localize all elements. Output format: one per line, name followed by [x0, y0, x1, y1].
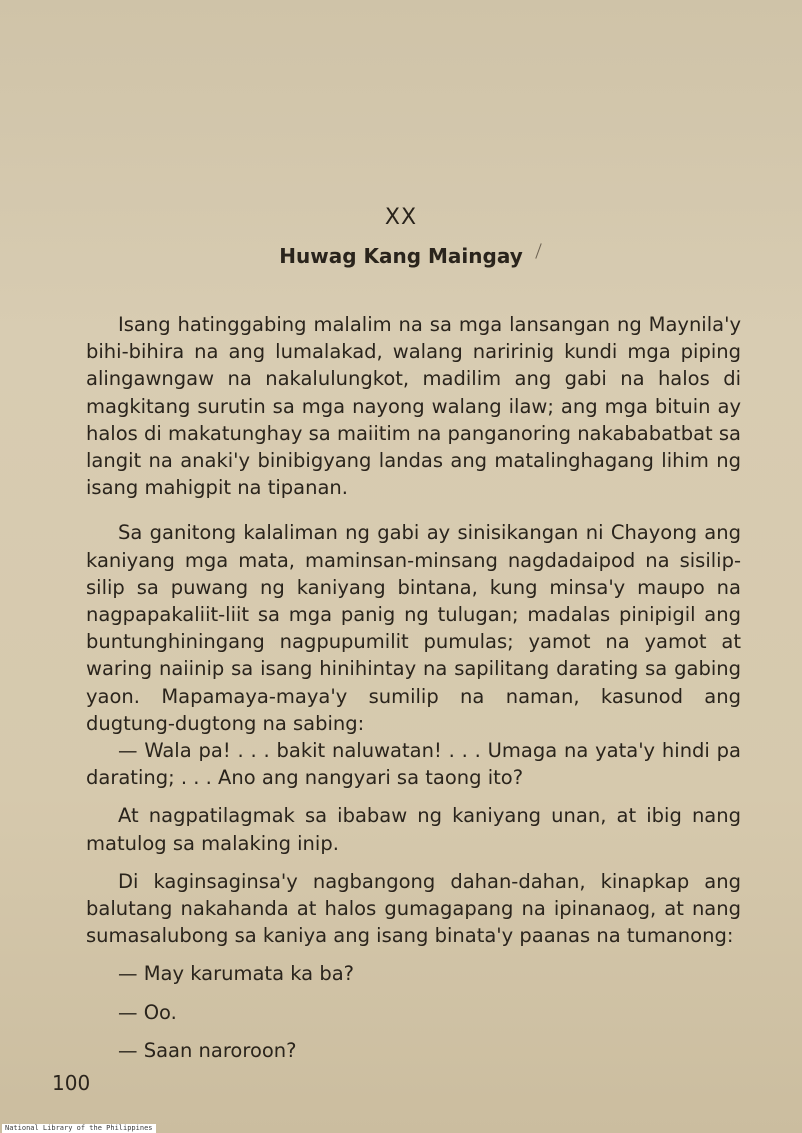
dialogue-line: — Wala pa! . . . bakit naluwatan! . . . Umaga na yata'y hindi pa darating; . . . Ano ang nangyari sa taong ito?	[86, 739, 741, 790]
body-text	[86, 311, 741, 1064]
paragraph: At nagpatilagmak sa ibabaw ng kaniyang unan, at ibig nang matulog sa malaking inip.	[86, 804, 741, 855]
dialogue-line: — May karumata ka ba?	[118, 962, 354, 986]
footer-credit: National Library of the Philippines	[2, 1124, 156, 1133]
paragraph: Di kaginsaginsa'y nagbangong dahan-dahan, kinapkap ang balutang nakahanda at halos gumagapang na ipinanaog, at nang sumasalubong sa kaniya ang isang binata'y paanas na tumanong:	[86, 869, 741, 948]
paragraph: Sa ganitong kalaliman ng gabi ay sinisikangan ni Chayong ang kaniyang mga mata, maminsan-minsang nagdadaipod na sisilip-silip sa puwang ng kaniyang bintana, kung minsa'y maupo na nagpapakaliit-liit sa mga panig ng tulugan; madalas pinipigil ang buntunghiningang nagpupumilit pumulas; yamot na yamot at waring naiinip sa isang hinihintay na sapilitang darating sa gabing yaon. Mapamaya-maya'y sumilip na naman, kasunod ang dugtung-dugtong na sabing:	[86, 521, 741, 735]
dialogue-line: — Saan naroroon?	[118, 1038, 297, 1062]
chapter-number: XX	[384, 205, 418, 230]
page-number: 100	[52, 1071, 91, 1095]
dialogue-line: — Oo.	[118, 1000, 177, 1024]
chapter-title: Huwag Kang Maingay	[279, 244, 523, 268]
paragraph: Isang hatinggabing malalim na sa mga lansangan ng Maynila'y bihi-bihira na ang lumalakad, walang naririnig kundi mga piping alingawngaw na nakalulungkot, madilim ang gabi na halos di magkitang surutin sa mga nayong walang ilaw; ang mga bituin ay halos di makatunghay sa maiitim na panganoring nakababatbat sa langit na anaki'y binibigyang landas ang matalinghagang lihim ng isang mahigpit na tipanan.	[86, 313, 741, 500]
